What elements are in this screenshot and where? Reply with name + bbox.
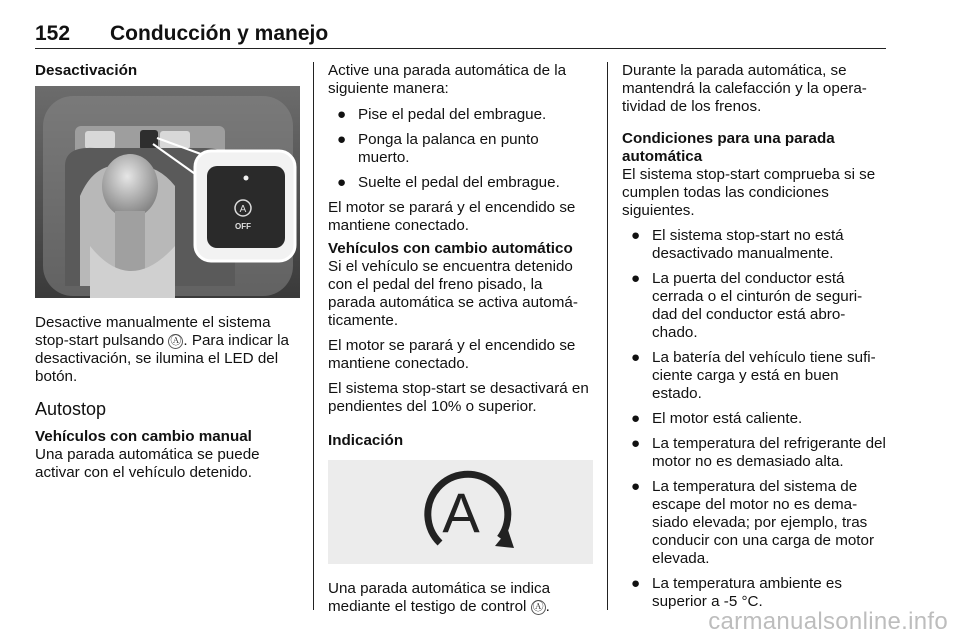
photo-button-off-label: OFF [235, 222, 251, 231]
paragraph: El sistema stop-start se desactivará en pendientes del 10% o superior. [328, 380, 589, 415]
bullet-icon: ● [631, 270, 641, 287]
photo-button-label-a: A [239, 204, 247, 215]
page-number: 152 [35, 22, 71, 45]
list-item: ● Ponga la palanca en punto muerto. [337, 131, 539, 166]
bullet-icon: ● [631, 575, 641, 592]
bullet-icon: ● [337, 106, 347, 123]
column-3 [622, 62, 887, 618]
bullet-icon: ● [631, 349, 641, 366]
paragraph: Desactive manualmente el sistema stop-start pulsando Ⓐ . Para indicar la desactivación, se ilumina el LED del botón. [35, 314, 289, 385]
stop-start-button-photo [35, 86, 300, 298]
column-divider [313, 62, 314, 610]
list-item: ● La batería del vehículo tiene sufi‐ ciente carga y está en buen estado. [631, 349, 876, 402]
list-item: ● El sistema stop-start no está desactivado manualmente. [631, 227, 844, 262]
watermark: carmanualsonline.info [708, 608, 948, 635]
list-item: ● La temperatura del sistema de escape del motor no es dema‐ siado elevada; por ejemplo, tras conducir con una carga de motor elevada. [631, 478, 875, 567]
subheading-manual: Vehículos con cambio manual [35, 428, 252, 445]
indicator-letter: A [442, 481, 480, 544]
paragraph: El motor se parará y el encendido se mantiene conectado. [328, 337, 576, 372]
column-2 [328, 62, 593, 623]
list-item: ● Suelte el pedal del embrague. [337, 174, 560, 191]
bullet-icon: ● [631, 410, 641, 427]
bullet-icon: ● [337, 131, 347, 148]
bullet-icon: ● [337, 174, 347, 191]
paragraph: Una parada automática se puede activar con el vehículo detenido. [35, 446, 260, 481]
paragraph: Una parada automática se indica mediante el testigo de control Ⓐ . [328, 580, 551, 615]
section-heading-autostop: Autostop [35, 399, 107, 419]
paragraph: Si el vehículo se encuentra detenido con el pedal del freno pisado, la parada automática se activa automá‐ ticamente. [328, 258, 578, 329]
steps-list [328, 106, 593, 192]
bullet-icon: ● [631, 478, 641, 495]
list-item: ● La temperatura del refrigerante del motor no es demasiado alta. [631, 435, 886, 470]
paragraph: El sistema stop-start comprueba si se cumplen todas las condiciones siguientes. [622, 166, 876, 219]
chapter-title: Conducción y manejo [110, 22, 329, 45]
section-heading-conditions: Condiciones para una parada automática [622, 130, 835, 165]
page-header [35, 22, 886, 50]
list-item: ● La temperatura ambiente es superior a -5 °C. [631, 575, 842, 610]
paragraph: Durante la parada automática, se mantendrá la calefacción y la opera‐ tividad de los frenos. [622, 62, 867, 115]
bullet-icon: ● [631, 435, 641, 452]
section-heading-desactivacion: Desactivación [35, 62, 138, 79]
section-heading-indicacion: Indicación [328, 432, 404, 449]
column-divider [607, 62, 608, 610]
paragraph: El motor se parará y el encendido se mantiene conectado. [328, 199, 576, 234]
bullet-icon: ● [631, 227, 641, 244]
autostop-indicator-icon [328, 460, 593, 564]
list-item: ● La puerta del conductor está cerrada o el cinturón de seguri‐ dad del conductor está abro‐ chado. [631, 270, 863, 341]
subheading-automatic: Vehículos con cambio automático [328, 240, 573, 257]
list-item: ● Pise el pedal del embrague. [337, 106, 547, 123]
conditions-list [622, 227, 887, 611]
column-1 [35, 62, 300, 489]
header-rule [35, 48, 886, 49]
stop-start-icon: Ⓐ [170, 335, 182, 347]
list-item: ● El motor está caliente. [631, 410, 803, 427]
autostop-icon: Ⓐ [532, 601, 544, 613]
paragraph: Active una parada automática de la siguiente manera: [328, 62, 567, 97]
autostop-indicator-illustration [328, 460, 593, 564]
